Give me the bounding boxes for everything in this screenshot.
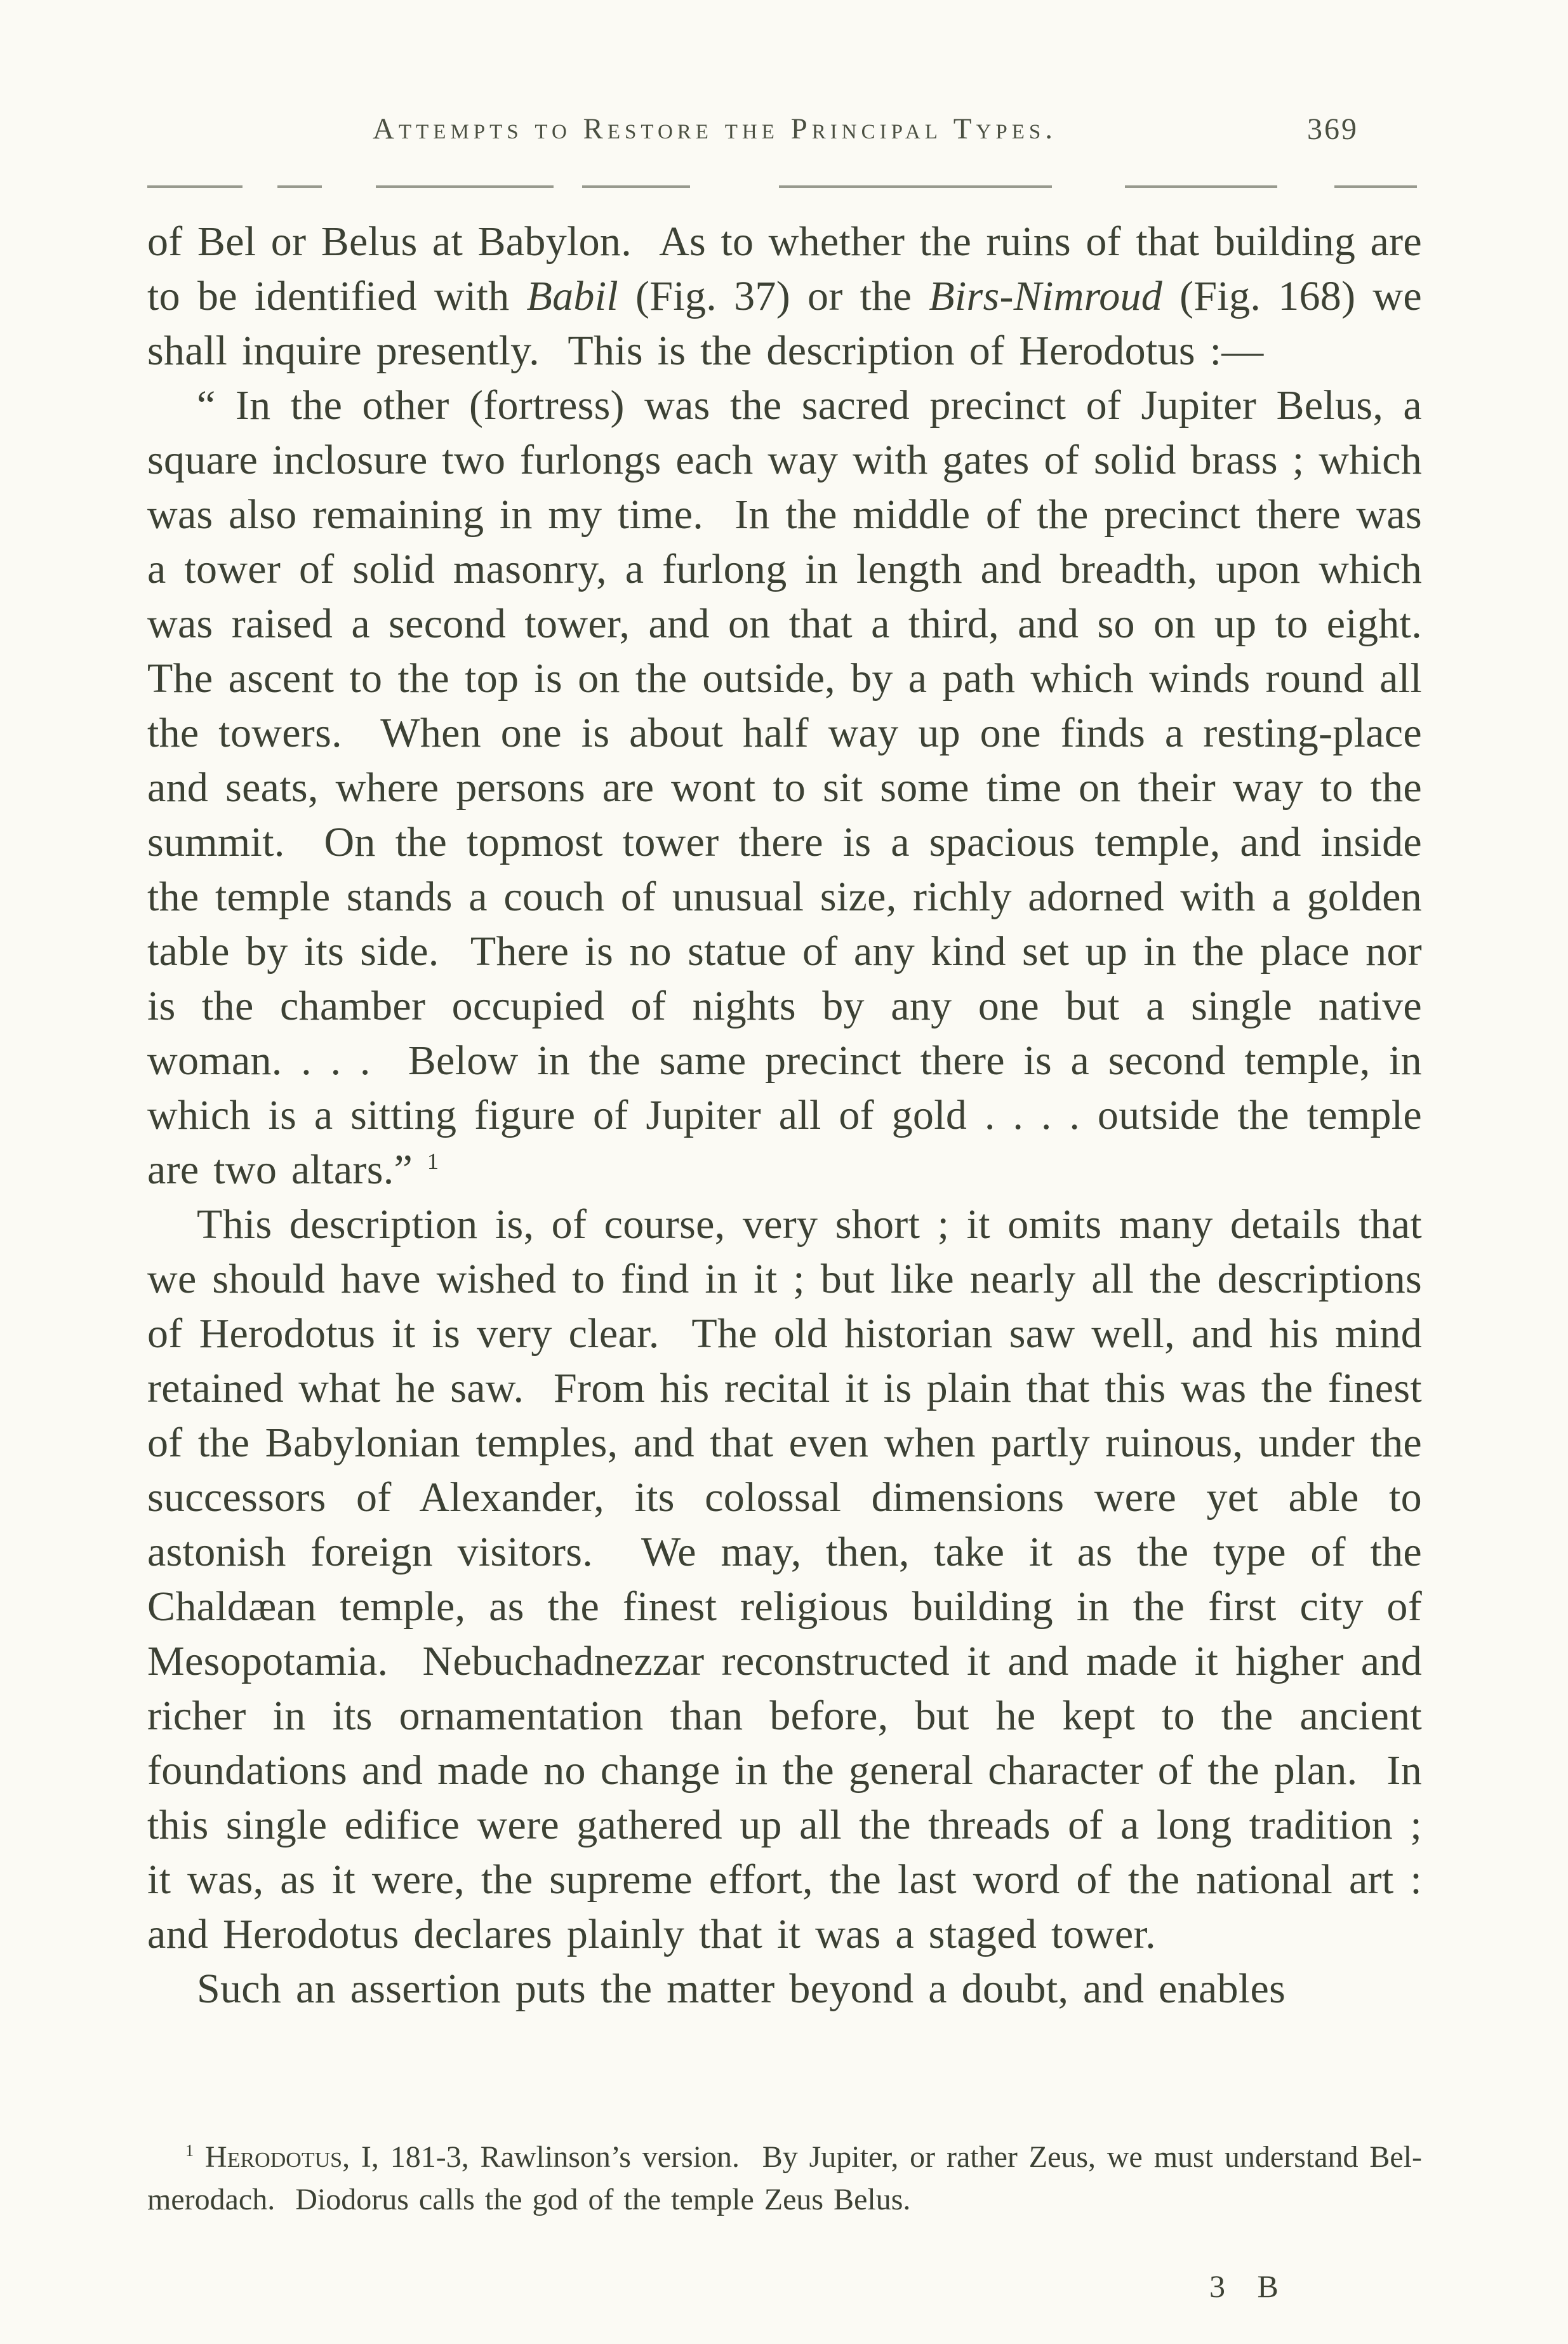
text-run: Such an assertion puts the matter beyond a doubt, and enables <box>197 1966 1286 2012</box>
paragraph <box>147 1197 1437 1962</box>
footnote-ref: 1 <box>427 1149 439 1174</box>
page-header <box>147 112 1422 146</box>
footnote-ref: 1 <box>185 2141 194 2160</box>
page-number: 369 <box>1307 112 1359 146</box>
header-rule <box>147 185 1422 188</box>
text-run: (Fig. 168) we shall inquire presently. This is the description of Herodotus :— <box>147 273 1437 374</box>
rule-segment <box>277 185 322 188</box>
paragraph <box>147 1962 1422 2016</box>
paragraph <box>147 215 1437 378</box>
text-run: This description is, of course, very short ; it omits many details that we should have wished to find in it ; but like nearly all the descriptions of Herodotus it is very clear. The old historian saw well, and his mind retained what he saw. From his recital it is plain that this was the finest of the Babylonian temples, and that even when partly ruinous, under the successors of Alexander, its colossal dimensions were yet able to astonish foreign visitors. We may, then, take it as the type of the Chaldæan temple, as the finest religious building in the first city of Mesopotamia. Nebuchadnezzar reconstructed it and made it higher and richer in its ornamentation than before, but he kept to the ancient foundations and made no change in the general character of the plan. In this single edifice were gathered up all the threads of a long tradition ; it was, as it were, the supreme effort, the last word of the national art : and Herodotus declares plainly that it was a staged tower. <box>147 1201 1437 1957</box>
text-run: Birs-Nimroud <box>929 273 1163 319</box>
text-run: Babil <box>526 273 618 319</box>
signature-mark: 3 B <box>1209 2268 1280 2304</box>
rule-segment <box>582 185 690 188</box>
text-run: (Fig. 37) or the <box>618 273 929 319</box>
footnote <box>147 2136 1422 2221</box>
running-title: Attempts to Restore the Principal Types. <box>373 112 1057 145</box>
rule-segment <box>779 185 1052 188</box>
footnote-text <box>147 2136 1422 2221</box>
body-text <box>147 215 1451 2016</box>
text-run: of Bel or Belus at Babylon. As to whether the ruins of that building are to be identified with <box>147 218 1437 319</box>
text-run: “ In the other (fortress) was the sacred precinct of Jupiter Belus, a square inclosure two furlongs each way with gates of solid brass ; which was also remaining in my time. In the middle of the precinct there was a tower of solid masonry, a furlong in length and breadth, upon which was raised a second tower, and on that a third, and so on up to eight. The ascent to the top is on the outside, by a path which winds round all the towers. When one is about half way up one finds a resting-place and seats, where persons are wont to sit some time on their way to the summit. On the topmost tower there is a spacious temple, and inside the temple stands a couch of unusual size, richly adorned with a golden table by its side. There is no statue of any kind set up in the place nor is the chamber occupied of nights by any one but a single native woman. . . . Below in the same precinct there is a second temple, in which is a sitting figure of Jupiter all of gold . . . . outside the temple are two altars.” <box>147 382 1451 1193</box>
rule-segment <box>1334 185 1417 188</box>
text-run: , I, 181-3, Rawlinson’s version. By Jupiter, or rather Zeus, we must understand Bel-merodach. Diodorus calls the god of the temple Zeus Belus. <box>147 2140 1422 2216</box>
rule-segment <box>147 185 243 188</box>
text-run: Herodotus <box>194 2140 343 2174</box>
rule-segment <box>376 185 554 188</box>
rule-segment <box>1125 185 1277 188</box>
paragraph <box>147 378 1451 1197</box>
